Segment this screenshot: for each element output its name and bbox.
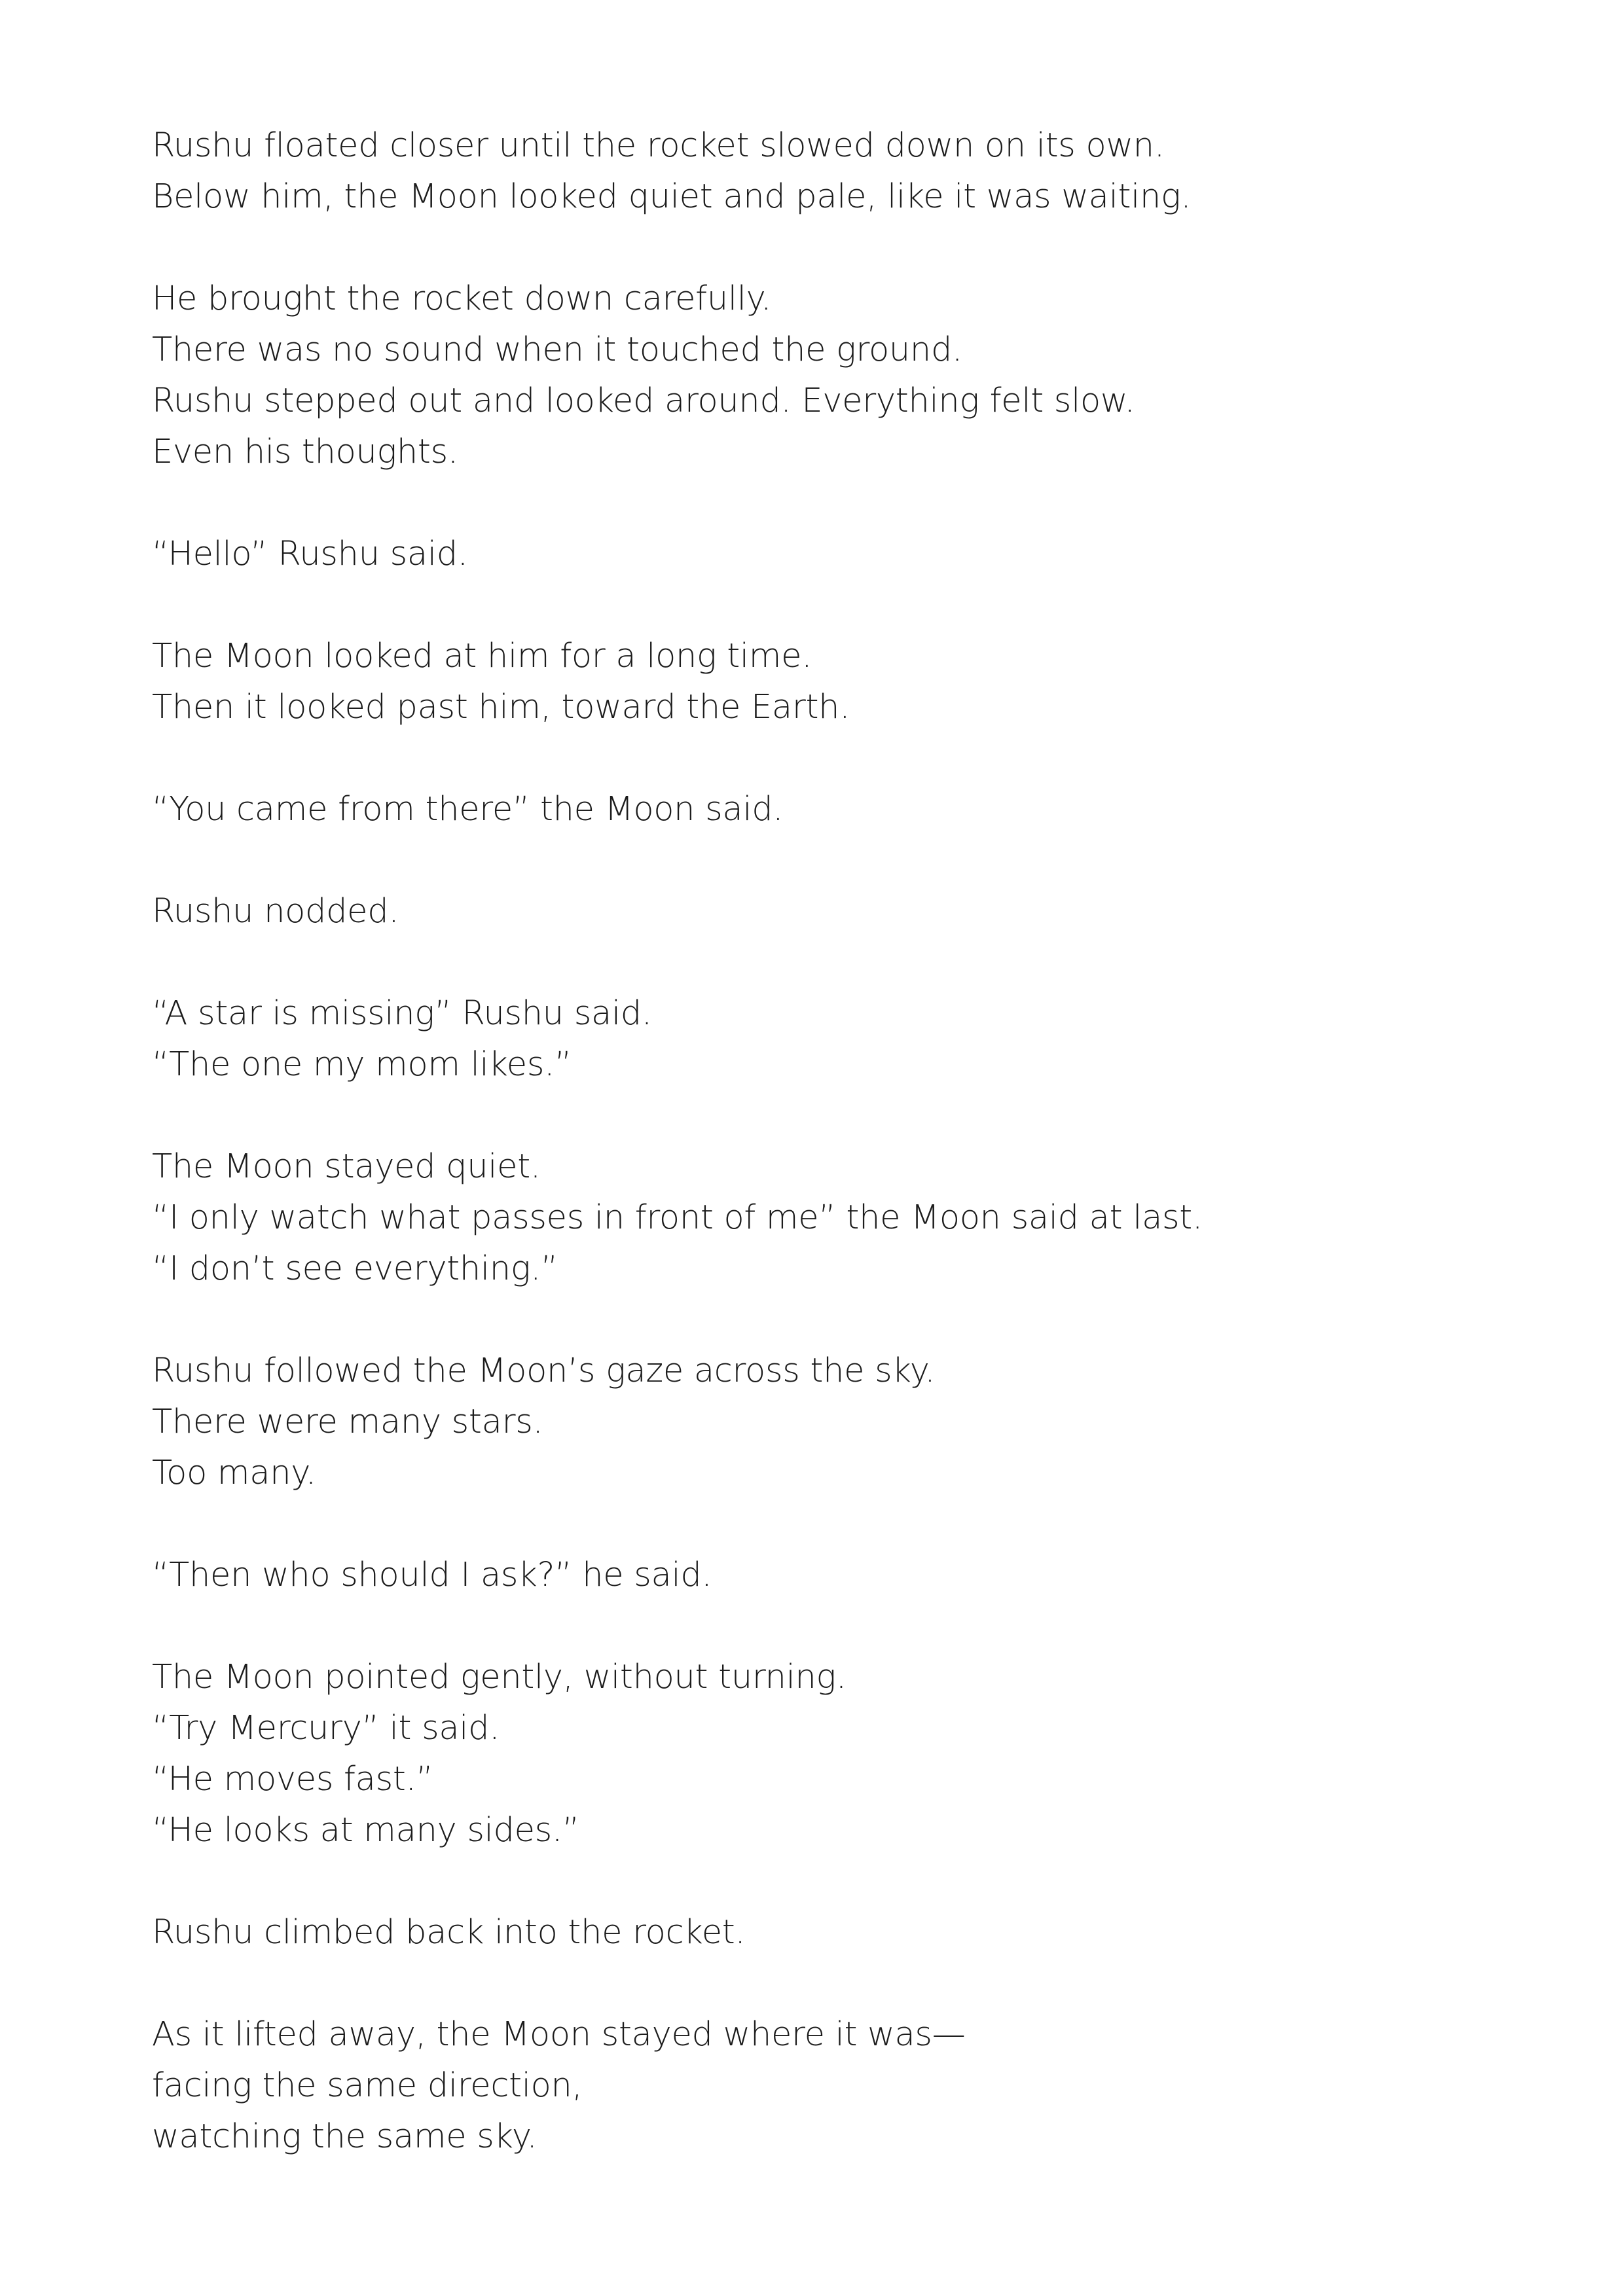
text-line: watching the same sky. [152,2117,538,2156]
text-line: “You came from there” the Moon said. [152,790,784,829]
text-line: Rushu followed the Moon’s gaze across the sky. [152,1352,936,1390]
text-line: “He moves fast.” [152,1760,433,1799]
paragraph [152,120,1461,223]
text-line: Rushu climbed back into the rocket. [152,1913,746,1952]
text-line: Too many. [152,1454,316,1492]
text-line: The Moon looked at him for a long time. [152,637,812,675]
paragraph [152,631,1461,733]
paragraph [152,1550,1461,1601]
paragraph [152,1907,1461,1958]
paragraph [152,529,1461,580]
text-line: Rushu stepped out and looked around. Everything felt slow. [152,382,1135,420]
text-line: facing the same direction, [152,2066,583,2105]
text-line: There were many stars. [152,1403,543,1441]
text-line: “He looks at many sides.” [152,1811,579,1850]
text-line: Even his thoughts. [152,433,458,471]
paragraph [152,1346,1461,1499]
paragraph [152,784,1461,835]
text-line: “I only watch what passes in front of me” the Moon said at last. [152,1198,1203,1237]
text-line: Rushu floated closer until the rocket slowed down on its own. [152,126,1165,165]
text-line: “I don’t see everything.” [152,1249,558,1288]
text-line: Below him, the Moon looked quiet and pale, like it was waiting. [152,177,1192,216]
text-line: Rushu nodded. [152,892,399,931]
text-line: The Moon pointed gently, without turning. [152,1658,847,1696]
paragraph [152,988,1461,1090]
text-line: Then it looked past him, toward the Earth. [152,688,850,726]
text-line: The Moon stayed quiet. [152,1147,541,1186]
text-line: He brought the rocket down carefully. [152,279,772,318]
text-line: As it lifted away, the Moon stayed where it was— [152,2015,966,2054]
text-line: “The one my mom likes.” [152,1045,572,1084]
paragraph [152,1141,1461,1295]
paragraph [152,274,1461,478]
paragraph [152,1652,1461,1856]
story-text [152,120,1461,2214]
text-line: There was no sound when it touched the ground. [152,331,962,369]
paragraph [152,2009,1461,2162]
text-line: “Hello” Rushu said. [152,535,468,573]
text-line: “A star is missing” Rushu said. [152,994,652,1033]
text-line: “Try Mercury” it said. [152,1709,500,1748]
text-line: “Then who should I ask?” he said. [152,1556,712,1594]
paragraph [152,886,1461,937]
